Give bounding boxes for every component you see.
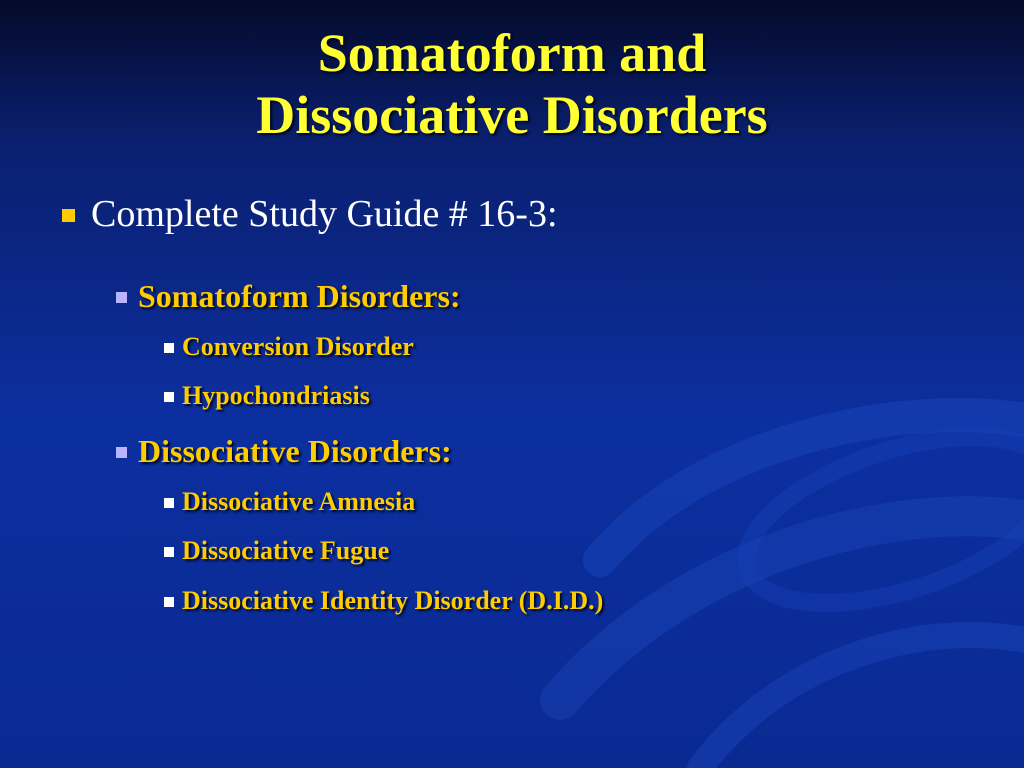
list-item-text: Conversion Disorder — [182, 332, 414, 361]
square-bullet-icon — [116, 292, 127, 303]
list-item-dissociative-identity-disorder — [164, 584, 603, 618]
section-heading-dissociative — [116, 431, 452, 471]
slide-title — [0, 22, 1024, 146]
list-item-dissociative-fugue — [164, 534, 389, 568]
list-item-hypochondriasis — [164, 379, 370, 413]
list-item-conversion-disorder — [164, 330, 414, 364]
square-bullet-icon — [164, 392, 174, 402]
section-heading-text: Somatoform Disorders: — [138, 277, 461, 314]
title-line-2: Dissociative Disorders — [256, 85, 768, 145]
square-bullet-icon — [164, 597, 174, 607]
list-item-text: Hypochondriasis — [182, 381, 370, 410]
section-heading-text: Dissociative Disorders: — [138, 432, 452, 469]
list-item-text: Dissociative Amnesia — [182, 487, 416, 516]
main-bullet-text: Complete Study Guide # 16-3: — [91, 193, 558, 235]
list-item-dissociative-amnesia — [164, 485, 415, 519]
square-bullet-icon — [62, 209, 75, 222]
list-item-text: Dissociative Fugue — [182, 536, 390, 565]
main-bullet-item — [62, 190, 558, 238]
title-line-1: Somatoform and — [317, 23, 707, 83]
square-bullet-icon — [164, 498, 174, 508]
section-heading-somatoform — [116, 276, 461, 316]
square-bullet-icon — [116, 447, 127, 458]
square-bullet-icon — [164, 343, 174, 353]
square-bullet-icon — [164, 547, 174, 557]
list-item-text: Dissociative Identity Disorder (D.I.D.) — [182, 586, 604, 615]
